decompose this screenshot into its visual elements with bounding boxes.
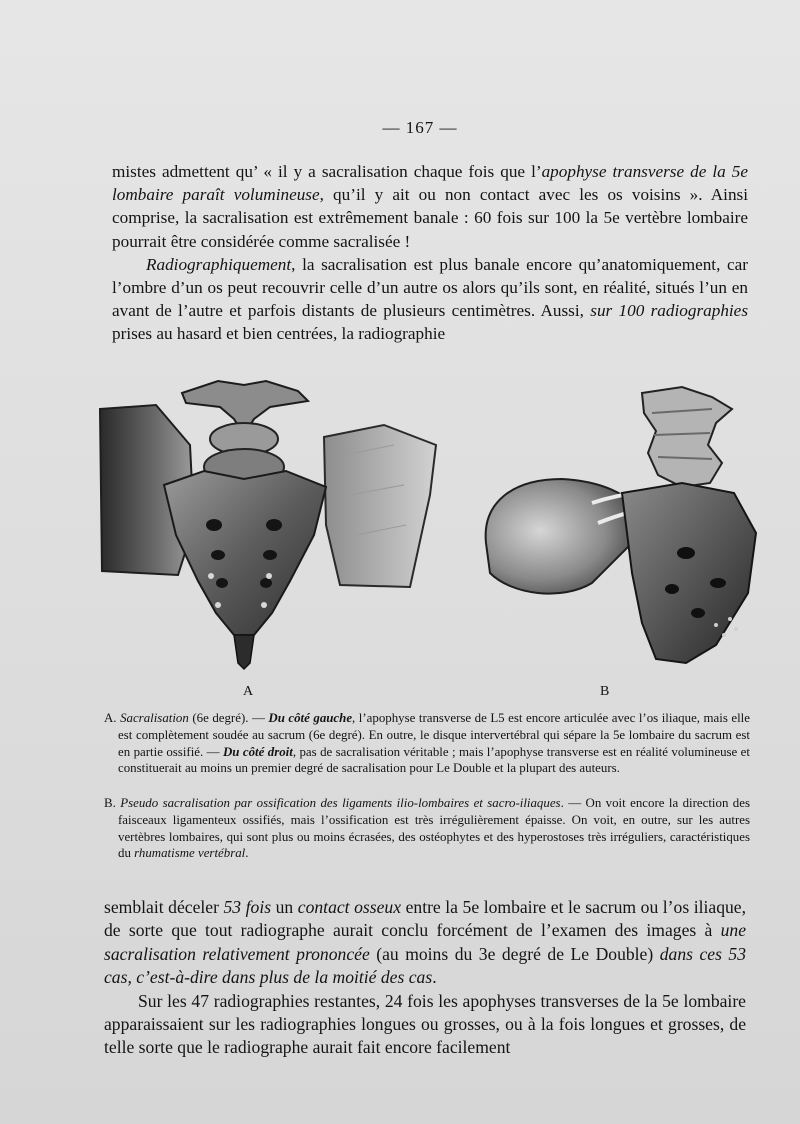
caption-lead: B. [104, 796, 121, 810]
caption-lead: A. [104, 711, 121, 725]
text-run: un [271, 897, 298, 917]
figure-label-b: B [600, 684, 610, 699]
caption-b [104, 795, 750, 862]
italic-run: Pseudo sacralisation par ossification des ligaments ilio-lombaires et sacro-iliaques [120, 796, 561, 810]
text-run: semblait déceler [104, 897, 224, 917]
italic-run: Radiographiquement [146, 254, 292, 274]
text-run: , la sacralisation est plus banale encore qu’anatomiquement, car l’ombre d’un os peut recouvrir celle d’un autre os alors qu’ils sont, en réalité, situés l’un en avant de l’autre et parfois distants de plusieurs centimètres. Aussi, [112, 254, 748, 321]
text-run: , qu’il y ait ou non contact avec les os voisins ». Ainsi comprise, la sacralisation est extrêmement banale : 60 fois sur 100 la 5e vertèbre lombaire pourrait être considérée comme sacralisée ! [112, 185, 748, 251]
text-run: (6e degré). — [188, 711, 269, 725]
anatomical-figure [94, 375, 774, 705]
italic-run: contact osseux [297, 897, 402, 917]
text-run: , pas de sacralisation véritable ; mais l’apophyse transverse est en réalité volumineuse et constituerait au moins un premier degré de sacralisation pour Le Double et la plupart des auteurs. [118, 744, 750, 776]
caption-a [104, 710, 750, 777]
text-run: . [432, 967, 437, 988]
italic-run: une sacralisation relativement prononcée [104, 920, 746, 964]
text-run: , l’apophyse transverse de L5 est encore articulée avec l’os iliaque, mais elle est complètement soudée au sacrum (6e degré). En outre, le disque intervertébral qui sépare la 5e lombaire du sacrum est en partie ossifié. — [118, 711, 750, 759]
text-run: . [245, 846, 249, 861]
sacrum-illustration-b [472, 383, 772, 683]
italic-run: Sacralisation [120, 711, 189, 725]
italic-run: 53 fois [223, 897, 272, 917]
bold-italic-run: Du côté gauche [268, 711, 353, 725]
bottom-paragraph [104, 896, 746, 1060]
paragraph-2 [112, 253, 748, 346]
paragraph-4: Sur les 47 radiographies restantes, 24 fois les apophyses transverses de la 5e lombaire apparaissaient sur les radiographies longues ou grosses, ou à la fois longues et grosses, de telle sorte que le radiographe aurait fait encore facilement [104, 990, 746, 1058]
italic-run: dans ces 53 cas, c’est-à-dire dans plus de la moitié des cas [104, 943, 746, 988]
figure-label-a: A [243, 684, 254, 699]
top-paragraph [112, 160, 748, 346]
text-run: entre la 5e lombaire et le sacrum ou l’os iliaque, de sorte que tout radiographe aurait conclu forcément de l’examen des images à [104, 897, 747, 941]
text-run: (au moins du 3e degré de Le Double) [369, 943, 660, 964]
italic-run: rhumatisme vertébral [134, 846, 246, 861]
bold-italic-run: Du côté droit [222, 744, 293, 759]
italic-run: apophyse transverse de la 5e lombaire paraît volumineuse [112, 162, 748, 205]
text-run: . — On voit encore la direction des faisceaux ligamenteux ossifiés, mais l’ossification est très irrégulièrement épaisse. On voit, en outre, sur les autres vertèbres lombaires, qui sont plus ou moins écrasées, des ostéophytes et des hyperostoses très irréguliers, caractéristiques du [118, 796, 750, 861]
italic-run: sur 100 radiographies [590, 301, 749, 321]
text-run: prises au hasard et bien centrées, la radiographie [112, 324, 446, 344]
paragraph-3 [104, 896, 746, 990]
paragraph-1 [112, 160, 748, 253]
sacrum-illustration-a [94, 375, 444, 675]
page-number: — 167 — [382, 118, 458, 137]
text-run: mistes admettent qu’ « il y a sacralisation chaque fois que l’ [112, 162, 542, 181]
